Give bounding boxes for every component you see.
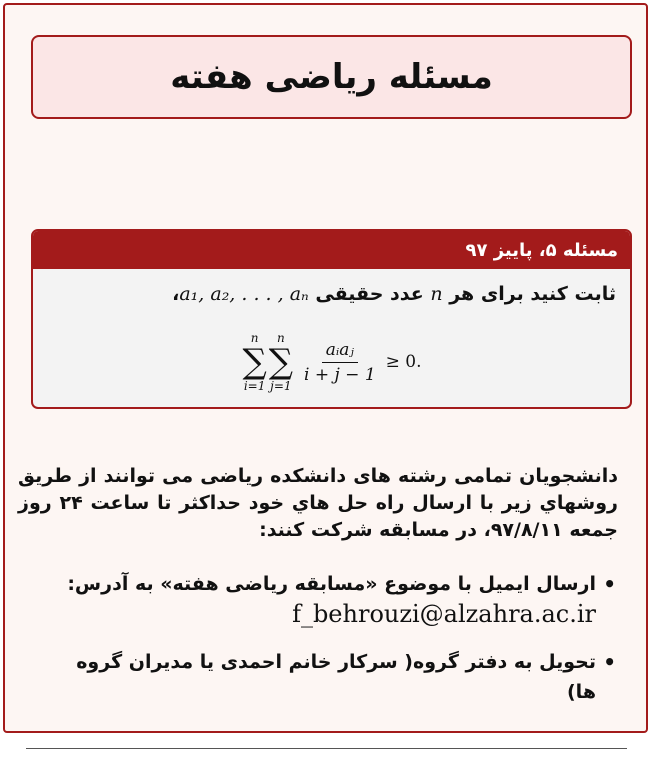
outer-sum-upper: n [250,331,259,345]
bullet-icon: • [603,650,616,674]
fraction-denominator: i + j − 1 [304,364,376,385]
title-box [31,35,632,119]
problem-box [31,229,632,409]
outer-sum-lower: i=1 [243,379,266,393]
problem-heading-text: مسئله ۵، پاییز ۹۷ [465,239,618,261]
statement-sequence: a₁, a₂, . . . , aₙ [179,283,309,305]
inequality-formula [33,331,630,393]
participation-info: دانشجویان تمامی رشته های دانشکده ریاضی می توانند از طریق روشهاي زیر با ارسال راه حل هاي خود حداکثر تا ساعت ۲۴ روز جمعه ۹۷/۸/۱۱، در مسابقه شرکت کنند: [18,465,618,541]
sigma-symbol: ∑ [242,342,267,382]
inner-sum [269,331,293,393]
email-address: f_behrouzi@alzahra.ac.ir [292,600,596,628]
footer-divider [26,748,627,749]
outer-sum [242,331,266,393]
problem-statement [33,269,630,305]
inner-sum-upper: n [277,331,285,345]
submission-methods [48,569,618,707]
statement-var: n [430,283,443,305]
statement-end: ، [172,283,180,305]
sigma-symbol: ∑ [268,342,294,382]
fraction [300,340,380,385]
problem-heading [33,231,630,269]
fraction-numerator: aᵢaⱼ [322,340,358,363]
office-method-text: تحویل به دفتر گروه( سرکار خانم احمدی یا مدیران گروه ها) [76,651,596,703]
email-method-text: ارسال ایمیل با موضوع «مسابقه ریاضی هفته» به آدرس: [67,573,596,595]
list-item [48,569,618,629]
inequality-relation: ≥ 0. [385,352,422,372]
inner-sum-lower: j=1 [270,379,292,393]
poster-frame [3,3,648,733]
page-title: مسئله ریاضی هفته [170,57,493,97]
statement-text-2: عدد حقیقی [315,283,424,305]
statement-text: ثابت کنید برای هر [449,283,616,305]
list-item [48,647,618,707]
bullet-icon: • [603,572,616,596]
